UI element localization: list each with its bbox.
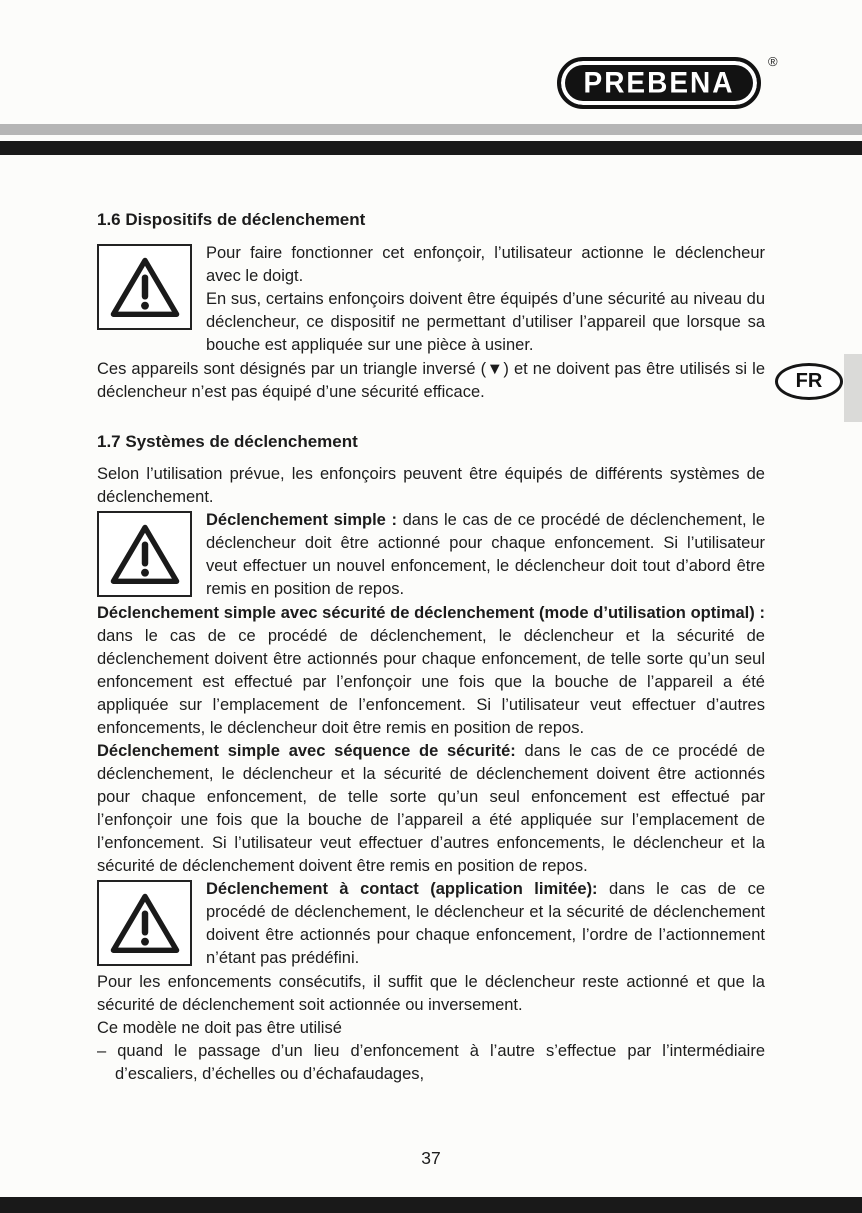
header-gray-bar xyxy=(0,124,862,135)
paragraph-simple-securite xyxy=(97,602,765,740)
paragraph-text: dans le cas de ce procédé de déclenchement, le déclencheur et la sécurité de déclenchement doivent être actionnés pour chaque enfoncement, de telle sorte qu’un seul enfoncement est effectué par l’enfonçoir une fois que la bouche de l’appareil a été appliquée sur l’emplacement de l’enfoncement. Si l’utilisateur veut effectuer d’autres enfoncements, le déclencheur et la sécurité de déclenchement doivent être remis en position de repos. xyxy=(97,742,765,875)
paragraph-consecutifs: Pour les enfoncements consécutifs, il suffit que le déclencheur reste actionné et que la sécurité de déclenchement soit actionnée ou inversement. xyxy=(97,973,765,1014)
paragraph-lead: Déclenchement à contact (application limitée): xyxy=(206,880,598,898)
paragraph-lead: Déclenchement simple avec séquence de sécurité: xyxy=(97,742,516,760)
prebena-logo xyxy=(557,57,761,109)
paragraph-17-intro: Selon l’utilisation prévue, les enfonçoirs peuvent être équipés de différents systèmes de déclenchement. xyxy=(97,465,765,506)
section-1-7-simple-block xyxy=(97,509,765,878)
section-1-7-heading: 1.7 Systèmes de déclenchement xyxy=(97,432,358,451)
paragraph-16-3: Ces appareils sont désignés par un triangle inversé (▼) et ne doivent pas être utilisés si le déclencheur n’est pas équipé d’une sécurité efficace. xyxy=(97,360,765,401)
footer-black-bar xyxy=(0,1197,862,1213)
paragraph-modele: Ce modèle ne doit pas être utilisé xyxy=(97,1019,342,1037)
section-1-6-body xyxy=(97,242,765,404)
paragraph-lead: Déclenchement simple : xyxy=(206,511,397,529)
registered-trademark-symbol: ® xyxy=(768,54,778,69)
page-content xyxy=(97,208,765,1086)
language-tab-background xyxy=(844,354,862,422)
page-number: 37 xyxy=(421,1148,441,1168)
prebena-logo-text: PREBENA xyxy=(583,66,735,99)
warning-triangle-icon xyxy=(97,880,192,966)
paragraph-declenchement-simple xyxy=(97,509,765,601)
paragraph-text: dans le cas de ce procédé de déclenchement, le déclencheur doit être actionné pour chaque enfoncement. Si l’utilisateur veut effectuer un nouvel enfoncement, le déclencheur doit tout d’abord être remis en position de repos. xyxy=(206,511,765,598)
section-1-6 xyxy=(97,208,765,404)
header-black-bar xyxy=(0,141,862,155)
warning-triangle-icon xyxy=(97,511,192,597)
paragraph-text: dans le cas de ce procédé de déclenchement, le déclencheur et la sécurité de déclenchement doivent être actionnés pour chaque enfoncement, l’ordre de l’actionnement n’étant pas prédéfini. xyxy=(206,880,766,967)
warning-triangle-icon xyxy=(97,244,192,330)
language-badge xyxy=(775,363,843,400)
paragraph-16-1: Pour faire fonctionner cet enfonçoir, l’utilisateur actionne le déclencheur avec le doigt. xyxy=(206,244,765,285)
section-1-7 xyxy=(97,430,765,1086)
paragraph-lead: Déclenchement simple avec sécurité de déclenchement (mode d’utilisation optimal) : xyxy=(97,604,765,622)
paragraph-text: dans le cas de ce procédé de déclenchement, le déclencheur et la sécurité de déclenchement doivent être actionnés pour chaque enfoncement, de telle sorte qu’un seul enfoncement est effectué par l’enfonçoir une fois que la bouche de l’appareil a été appliquée sur l’emplacement de l’enfoncement. Si l’utilisateur veut effectuer d’autres enfoncements, le déclencheur doit être remis en position de repos. xyxy=(97,627,765,737)
paragraph-contact xyxy=(97,878,765,970)
paragraph-bullet-escaliers: – quand le passage d’un lieu d’enfoncement à l’autre s’effectue par l’intermédiaire d’escaliers, d’échelles ou d’échafaudages, xyxy=(97,1042,765,1083)
section-1-6-heading: 1.6 Dispositifs de déclenchement xyxy=(97,210,366,229)
paragraph-16-2: En sus, certains enfonçoirs doivent être équipés d’une sécurité au niveau du déclencheur, ce dispositif ne permettant d’utiliser l’appareil que lorsque sa bouche est appliquée sur une pièce à usiner. xyxy=(206,290,765,354)
paragraph-simple-sequence xyxy=(97,740,765,878)
language-badge-label: FR xyxy=(795,370,823,392)
section-1-7-contact-block xyxy=(97,878,765,1086)
